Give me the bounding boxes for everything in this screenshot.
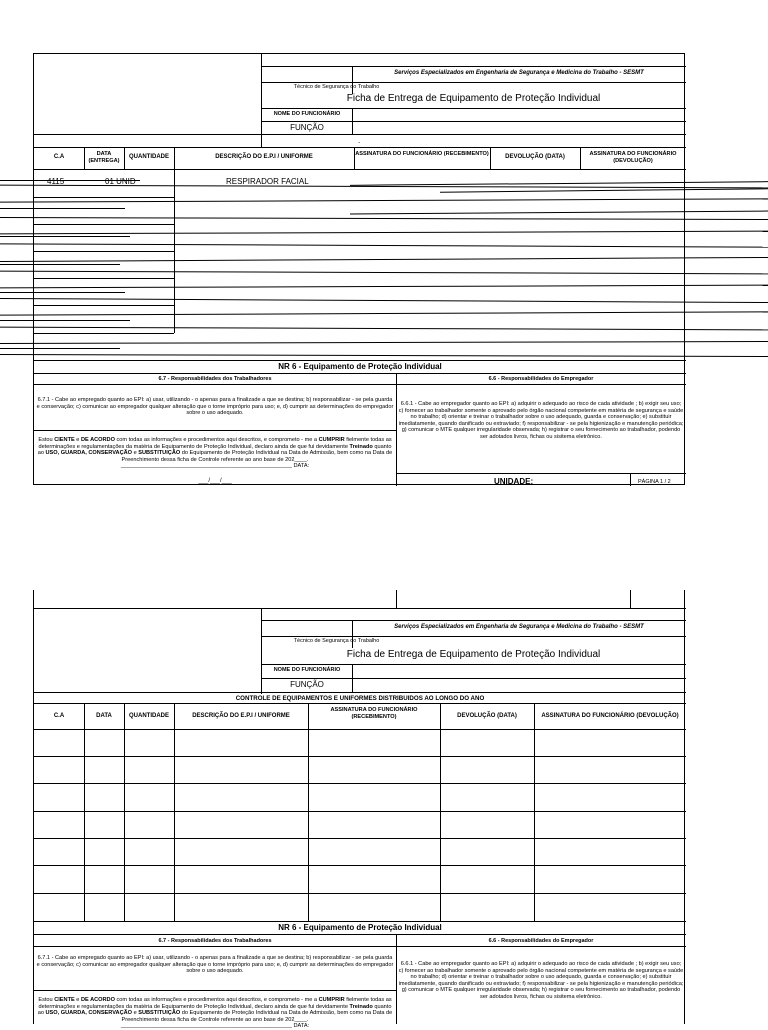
col2-quantidade: QUANTIDADE [129,713,169,719]
nr6-title: NR 6 - Equipamento de Proteção Individual [278,362,442,371]
col-assinatura-recebimento: ASSINATURA DO FUNCIONÁRIO (RECEBIMENTO) [355,151,489,157]
col2-devolucao: DEVOLUÇÃO (DATA) [457,713,517,719]
sesmt-label-2: Serviços Especializados em Engenharia de Segurança e Medicina do Trabalho - SESMT [394,624,644,630]
form-page-2 [33,590,685,1030]
ciente-declaration: Estou CIENTE e DE ACORDO com todas as informações e procedimentos aqui descritos, e comprometo - me a CUMPRIR fielmente todas as determinações e regulamentações da matéria de Equipamento de Proteção Individual, declaro ainda de que fui devidamente Treinado quanto ao USO, GUARDA, CONSERVAÇÃO e SUBSTITUIÇÃO do Equipamento de Proteção Individual na Data de Admissão, bem como na Data de Preenchimento dessa ficha de Controle referente ao ano base de 202____. _______________________________________________________ DATA: [37,437,393,470]
col2-ca: C.A [53,713,65,719]
page-title-2: Ficha de Entrega de Equipamento de Proteção Individual [346,649,601,660]
empregador-heading-2: 6.6 - Responsabilidades do Empregador [488,938,594,944]
trabalhadores-heading: 6.7 - Responsabilidades dos Trabalhadores [158,376,272,382]
sesmt-label: Serviços Especializados em Engenharia de Segurança e Medicina do Trabalho - SESMT [394,70,644,76]
col-ca: C.A [53,154,65,160]
funcao-label: FUNÇÃO [290,123,324,132]
col-assinatura-devolucao: ASSINATURA DO FUNCIONÁRIO (DEVOLUÇÃO) [589,151,677,164]
empregador-heading: 6.6 - Responsabilidades do Empregador [488,376,594,382]
form-page-1: Serviços Especializados em Engenharia de Segurança e Medicina do Trabalho - SESMT Técnico de Segurança do Trabalho Ficha de Entrega de Equipamento de Proteção Individual NOME DO FUNCIONÁRIO FUNÇÃO . C.A DATA (ENTREGA) QUANTIDADE DESCRIÇÃO DO E.P.I / UNIFORME ASSINATURA DO FUNCIONÁRIO (RECEBIMENTO) DEVOLUÇÃO (DATA) ASSINATURA DO FUNCIONÁRIO (DEVOLUÇÃO) 4115 01 UNID RESPIRADOR FACIAL NR 6 - Equipamento de Proteção Individual 6.7 - Responsabilidades dos Trabalhadores 6.6 - Responsabilidades do Empregador 6.7.1 - Cabe ao empregado quanto ao EPI: a) usar, utilizando - o apenas para a finalizade a que se destina; b) responsabilizar - se pela guarda e conservação; c) comunicar ao empregador qualquer alteração que o torne impróprio para uso; e, d) cumprir as determinações do empregador sobre o uso adequado. 6.6.1 - Cabe ao empregador quanto ao EPI: a) adquirir o adequado ao risco de cada atividade ; b) exigir seu uso; c) fornecer ao trabalhador somente o aprovado pelo órgão nacional competente em matéria de segurança e saúde no trabalho; d) orientar e treinar o trabalhador sobre o uso adequado, guarda e conservação; e) substituir imediatamente, quando danificado ou extraviado; f) responsabilizar - se pela higienização e manutenção periódica; g) comunicar o MTE qualquer irregularidade observada; h) registrar o seu fornecimento ao trabalhador, podendo ser adotados livros, fichas ou sisitema eletrônico. Estou CIENTE e DE ACORDO com todas as informações e procedimentos aqui descritos, e comprometo - me a CUMPRIR fielmente todas as determinações e regulamentações da matéria de Equipamento de Proteção Individual, declaro ainda de que fui devidamente Treinado quanto ao USO, GUARDA, CONSERVAÇÃO e SUBSTITUIÇÃO do Equipamento de Proteção Individual na Data de Admissão, bem como na Data de Preenchimento dessa ficha de Controle referente ao ano base de 202____. _______________________________________________________ DATA: ___/___/___ UNIDADE: PÁGINA 1 / 2 [33,53,685,485]
date-line: ___/___/___ [198,478,232,484]
trabalhadores-heading-2: 6.7 - Responsabilidades dos Trabalhadores [158,938,272,944]
funcao-label-2: FUNÇÃO [290,680,324,689]
trabalhadores-text-2: 6.7.1 - Cabe ao empregado quanto ao EPI: a) usar, utilizando - o apenas para a finalizade a que se destina; b) responsabilizar - se pela guarda e conservação; c) comunicar ao empregador qualquer alteração que o torne impróprio para uso; e, d) cumprir as determinações do empregador sobre o uso adequado. [36,955,394,975]
tecnico-label-2: Técnico de Segurança do Trabalho [293,638,380,644]
col2-data: DATA [96,713,112,719]
row-quantidade: 01 UNID [105,177,136,186]
nome-label: NOME DO FUNCIONÁRIO [273,111,341,117]
page-number: PÁGINA 1 / 2 [638,479,671,485]
col-descricao: DESCRIÇÃO DO E.P.I / UNIFORME [215,154,313,160]
empregador-text-2: 6.6.1 - Cabe ao empregador quanto ao EPI: a) adquirir o adequado ao risco de cada atividade ; b) exigir seu uso; c) fornecer ao trabalhador somente o aprovado pelo órgão nacional competente em matéria de segurança e saúde no trabalho; d) orientar e treinar o trabalhador sobre o uso adequado, guarda e conservação; e) substituir imediatamente, quando danificado ou extraviado; f) responsabilizar - se pela higienização e manutenção periódica; g) comunicar o MTE qualquer irregularidade observada; h) registrar o seu fornecimento ao trabalhador, podendo ser adotados livros, fichas ou sisitema eletrônico. [398,961,684,1000]
page-title: Ficha de Entrega de Equipamento de Proteção Individual [346,93,601,104]
unidade-label: UNIDADE: [494,477,534,486]
col-data: DATA (ENTREGA) [88,151,120,164]
nr6-title-2: NR 6 - Equipamento de Proteção Individual [278,923,442,932]
tecnico-label: Técnico de Segurança do Trabalho [293,84,380,90]
col2-assinatura-devolucao: ASSINATURA DO FUNCIONÁRIO (DEVOLUÇÃO) [541,713,679,719]
trabalhadores-text: 6.7.1 - Cabe ao empregado quanto ao EPI: a) usar, utilizando - o apenas para a finalizade a que se destina; b) responsabilizar - se pela guarda e conservação; c) comunicar ao empregador qualquer alteração que o torne impróprio para uso; e, d) cumprir as determinações do empregador sobre o uso adequado. [36,397,394,417]
section-title: CONTROLE DE EQUIPAMENTOS E UNIFORMES DISTRIBUIDOS AO LONGO DO ANO [235,695,485,702]
row-ca: 4115 [47,177,65,186]
nome-label-2: NOME DO FUNCIONÁRIO [273,667,341,673]
col-quantidade: QUANTIDADE [129,154,169,160]
col2-assinatura-recebimento: ASSINATURA DO FUNCIONÁRIO (RECEBIMENTO) [330,707,418,720]
row-descricao: RESPIRADOR FACIAL [226,177,309,186]
col2-descricao: DESCRIÇÃO DO E.P.I / UNIFORME [192,713,290,719]
empregador-text: 6.6.1 - Cabe ao empregador quanto ao EPI: a) adquirir o adequado ao risco de cada atividade ; b) exigir seu uso; c) fornecer ao trabalhador somente o aprovado pelo órgão nacional competente em matéria de segurança e saúde no trabalho; d) orientar e treinar o trabalhador sobre o uso adequado, guarda e conservação; e) substituir imediatamente, quando danificado ou extraviado; f) responsabilizar - se pela higienização e manutenção periódica; g) comunicar o MTE qualquer irregularidade observada; h) registrar o seu fornecimento ao trabalhador, podendo ser adotados livros, fichas ou sisitema eletrônico. [398,401,684,440]
col-devolucao: DEVOLUÇÃO (DATA) [505,154,565,160]
ciente-declaration-2: Estou CIENTE e DE ACORDO com todas as informações e procedimentos aqui descritos, e comprometo - me a CUMPRIR fielmente todas as determinações e regulamentações da matéria de Equipamento de Proteção Individual, declaro ainda de que fui devidamente Treinado quanto ao USO, GUARDA, CONSERVAÇÃO e SUBSTITUIÇÃO do Equipamento de Proteção Individual na Data de Admissão, bem como na Data de Preenchimento dessa ficha de Controle referente ao ano base de 202____. _______________________________________________________ DATA: [37,997,393,1030]
